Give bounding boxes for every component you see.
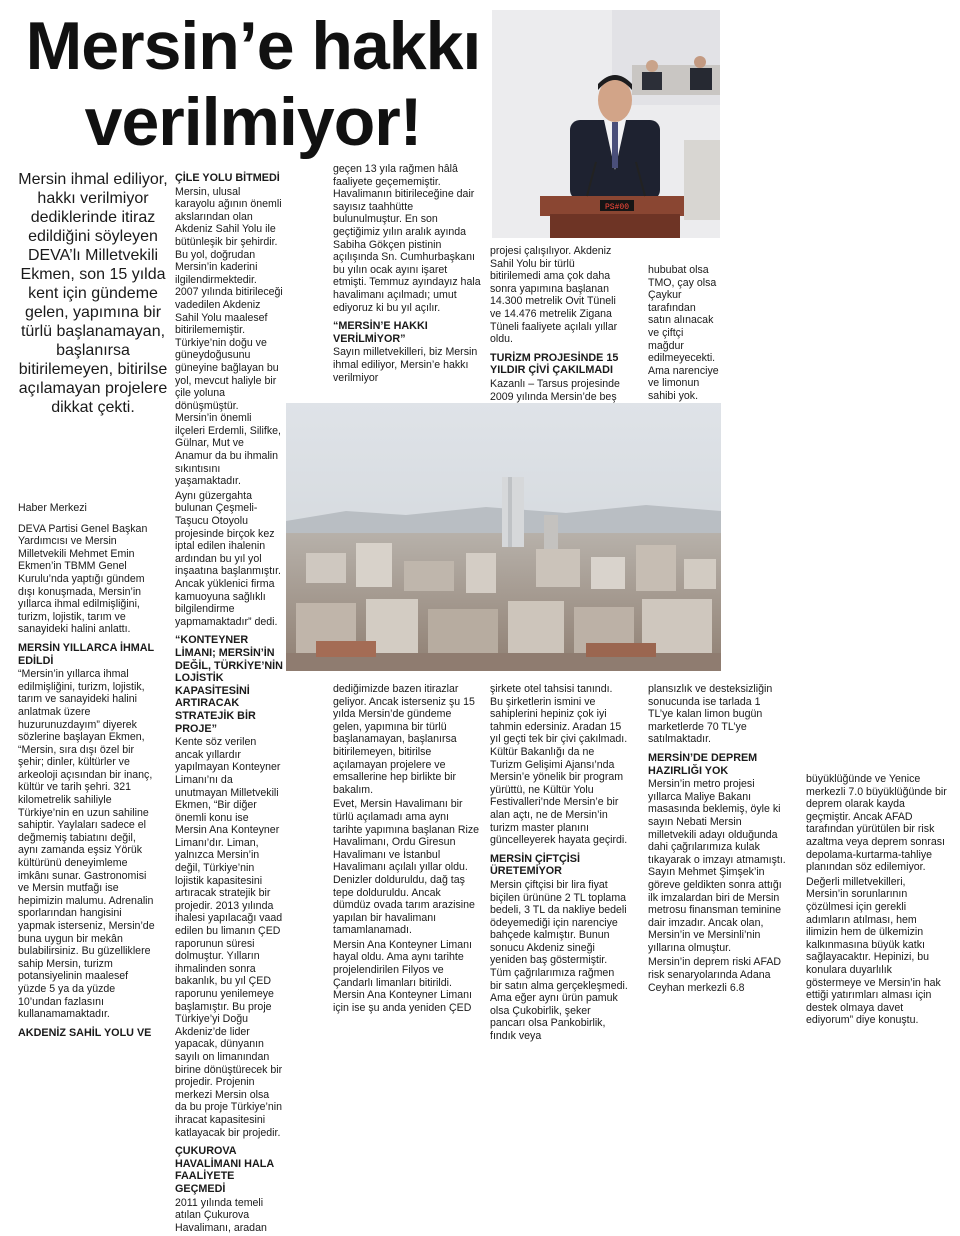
paragraph: Mersin Ana Konteyner Limanı hayal oldu. Ama aynı tarihte projelendirilen Filyos ve Çandarlı limanları bitirildi. Mersin Ana Konteyner Limanı için ise şu anda yeniden ÇED <box>333 938 472 1014</box>
subhead-ciftci: MERSİN ÇİFTÇİSİ ÜRETEMİYOR <box>490 852 580 878</box>
paragraph: dediğimizde bazen itirazlar geliyor. Ancak isterseniz şu 15 yılda Mersin’de gündeme gelen, yapımına bir türlü başlanamayan, başlanırsa bitirilemeyen, bitirilse açılamayan projelere ve emsallerine hep birlikte bir bakalım. <box>333 683 475 796</box>
city-photo-illustration <box>286 403 721 671</box>
speaker-photo-illustration <box>492 10 720 238</box>
paragraph: “Mersin’in yıllarca ihmal edilmişliğini, turizm, lojistik, tarım ve sanayideki halini anlatmak üzere huzurunuzdayım” diyerek sözlerine başlayan Ekmen, “Mersin, sıra dışı özel bir şehir; dinler, kültürler ve arkeoloji açısından bir inanç, kültür ve tarih şehri. 321 kilometrelik sahiliyle Türkiye’nin en uzun sahiline sahiptir. Yaylaları sadece el değmemiş tabiatını değil, aynı zamanda eşsiz Yörük kültürünü deneyimleme imkânı sunar. Gastronomisi ve Mersin mutfağı ise hepimizin malumu. Adrenalin sporlarından hangisini yapmak isterseniz, Mersin’de buna uygun bir mekân bulabilirsiniz. Bu güzelliklere sahip Mersin, turizm potansiyelinin maalesef yüzde 5 ya da yüzde 10’undan fazlasını kullanamamaktadır. <box>18 668 155 1021</box>
paragraph: 2011 yılında temeli atılan Çukurova Havalimanı, aradan <box>175 1196 267 1234</box>
paragraph: Evet, Mersin Havalimanı bir türlü açılamadı ama aynı tarihte yapımına başlanan Rize Havalimanı, Ordu Giresun Havalimanı ve İstanbul Havalimanı açılalı yıllar oldu. Denizler dolduruldu, dağ taş tepe dolduruldu. Ancak dümdüz ovada tarım arazisine yapılan bir havalimanı tamamlanamadı. <box>333 798 480 937</box>
subhead-cukurova: ÇUKUROVA HAVALİMANI HALA FAALİYETE GEÇMEDİ <box>175 1145 274 1195</box>
paragraph: şirkete otel tahsisi tanındı. Bu şirketlerin ismini ve sahiplerini hepiniz çok iyi tahmin edersiniz. Aradan 15 yıl geçti tek bir çivi çakılmadı. Kültür Bakanlığı da ne Turizm Gelişimi Ajansı’nda Mersin’e yönelik bir program yürüttü, ne Kültür Yolu Festivalleri’nde Mersin’e bir alan açtı, ne de Mersin’in turizm master planını güncelleyerek hayata geçirdi. <box>490 683 628 847</box>
subhead-turizm: TURİZM PROJESİNDE 15 YILDIR ÇİVİ ÇAKILMADI <box>490 351 619 377</box>
subhead-konteyner: “KONTEYNER LİMANI; MERSİN’İN DEĞİL, TÜRKİYE’NİN LOJİSTİK KAPASİTESİNİ ARTIRACAK STRATEJİK BİR PROJE” <box>175 634 283 735</box>
column-4-bottom <box>490 683 628 1045</box>
column-1 <box>18 502 156 1040</box>
headline-line-2: verilmiyor! <box>84 84 422 160</box>
paragraph: Kente söz verilen ancak yıllardır yapılmayan Konteyner Limanı’nı da unutmayan Milletvekili Ekmen, “Bir diğer önemli konu ise Mersin Ana Konteyner Limanı’dır. Liman, yalnızca Mersin’in değil, Türkiye’nin lojistik kapasitesini artıracak stratejik bir projedir. 2013 yılında ihalesi yapılacağı vaad edilen bu limanın ÇED raporunun süresi dolmuştur. Yılların ihmalinden sonra bakanlık, bu yıl ÇED raporunu yenilemeye başlamıştır. Bu proje Türkiye’yi Doğu Akdeniz’de lider yapacak, dünyanın sayılı on limanından birine dönüştürecek bir projedir. Projenin merkezi Mersin olsa da bu proje Türkiye’nin ihracat kapasitesini katlayacak bir projedir. <box>175 736 283 1139</box>
column-5-bottom <box>648 683 788 996</box>
headline <box>18 8 488 160</box>
column-3-top <box>333 163 481 386</box>
paragraph: Aynı güzergahta bulunan Çeşmeli-Taşucu Otoyolu projesinde birçok kez iptal edilen ihalenin ardından bu yıl yol inşaatına başlanmıştır. Ancak yüklenici firma kamuoyuna sağlıklı bilgilendirme yapmamaktadır” dedi. <box>175 489 281 628</box>
paragraph: büyüklüğünde ve Yenice merkezli 7.0 büyüklüğünde bir deprem olarak kayda geçmiştir. Ancak AFAD tarafından yürütülen bir risk azaltma veya deprem sonrası depolama-kurtarma-tahliye planından söz edilemiyor. <box>806 773 947 874</box>
paragraph: hububat olsa TMO, çay olsa Çaykur tarafından satın alınacak ve çiftçi mağdur edilmeyecekti. Ama narenciye ve limonun sahibi yok. <box>648 264 719 402</box>
paragraph: plansızlık ve desteksizliğin sonucunda ise tarlada 1 TL’ye kalan limon bugün marketlerde 70 TL’ye satılmaktadır. <box>648 683 773 746</box>
headline-line-1: Mersin’e hakkı <box>25 8 481 84</box>
paragraph: Mersin çiftçisi bir lira fiyat biçilen ürününe 2 TL toplama bedeli, 3 TL da nakliye bedeli ödeyemediği için narenciye bahçede kalmıştır. Bunun sonucu Akdeniz sineği yeniden baş göstermiştir. Tüm çağrılarımıza rağmen bir satın alma gerçekleşmedi. Ama eğer aynı ürün pamuk olsa Çukobirlik, şeker pancarı olsa Pankobirlik, fındık veya <box>490 878 628 1043</box>
column-3-bottom <box>333 683 481 1016</box>
subhead-sahil-yolu: AKDENİZ SAHİL YOLU VE <box>18 1026 152 1039</box>
intro-paragraph: DEVA Partisi Genel Başkan Yardımcısı ve Mersin Milletvekili Mehmet Emin Ekmen’in TBMM Genel Kurulu’nda yaptığı gündem dışı konuşmada, Mersin’in yıllarca ihmal edilmişliğini, turizm, lojistik, tarım ve sanayideki halini anlattı. <box>18 522 148 636</box>
city-photo <box>286 403 721 671</box>
column-6 <box>806 773 950 1029</box>
subhead-ihmal: MERSİN YILLARCA İHMAL EDİLDİ <box>18 641 154 667</box>
paragraph: Mersin’in metro projesi yıllarca Maliye Bakanı masasında beklemiş, öyle ki sayın Nebati Mersin milletvekili adayı olduğunda dahi çağrılarımıza kulak tıkayarak o imzayı atmamıştı. Sayın Mehmet Şimşek’in göreve geldikten sonra attığı ilk imzalardan biri de Mersin metrosu finansman teminine dair imzadır. Ancak olan, Mersin’in ve Mersinli’nin yıllarına olmuştur. <box>648 778 786 954</box>
paragraph: geçen 13 yıla rağmen hâlâ faaliyete geçememiştir. Havalimanın bitirileceğine dair sayısız taahhütte bulunulmuştur. En son geçtiğimiz yılın aralık ayında Sabiha Gökçen pistinin açılışında Sn. Cumhurbaşkanı bu yılın ocak ayını işaret etmişti. Temmuz ayındayız hala havalimanı açılmadı; umut ediyoruz ki bu yıl açılır. <box>333 163 481 314</box>
paragraph: Değerli milletvekilleri, Mersin’in sorunlarının çözülmesi için gerekli adımların atılması, hem ilimizin hem de ülkemizin kalkınmasına büyük katkı sağlayacaktır. Hepinizi, bu konulara duyarlılık göstermeye ve Mersin’in hak ettiği yatırımları alması için destek olmaya davet ediyorum” diye konuştu. <box>806 875 941 1027</box>
column-4-top <box>490 245 628 405</box>
subhead-deprem: MERSİN’DE DEPREM HAZIRLIĞI YOK <box>648 751 758 777</box>
speaker-photo <box>492 10 720 238</box>
podium-counter: PS#00 <box>604 203 630 212</box>
subhead-hakki-verilmiyor: “MERSİN’E HAKKI VERİLMİYOR” <box>333 320 428 345</box>
paragraph: Kazanlı – Tarsus projesinde 2009 yılında Mersin’de beş <box>490 377 620 403</box>
paragraph: Mersin, ulusal karayolu ağının önemli akslarından olan Akdeniz Sahil Yolu ile bütünleşik bir şehirdir. Bu yol, doğrudan Mersin’in kaderini ilgilendirmektedir. 2007 yılında bitirileceği vadedilen Akdeniz Sahil Yolu maalesef bitirilememiştir. Türkiye’nin doğu ve güneydoğusunu güneyine bağlayan bu yol, mevcut haliyle bir çile yoluna dönüşmüştür. Mersin’in önemli ilçeleri Erdemli, Silifke, Gülnar, Mut ve Anamur da bu ihmalin sıkıntısını yaşamaktadır. <box>175 185 283 488</box>
lead-paragraph: Mersin ihmal ediliyor, hakkı verilmiyor dediklerinde itiraz edildiğini söyleyen DEVA’lı Milletvekili Ekmen, son 15 yılda kent için gündeme gelen, yapımına bir türlü başlanamayan, başlanırsa bitirilemeyen, bitirilse açılamayan projelere dikkat çekti. <box>18 171 168 416</box>
subhead-cile-yolu: ÇİLE YOLU BİTMEDİ <box>175 172 280 184</box>
paragraph: projesi çalışılıyor. Akdeniz Sahil Yolu bir türlü bitirilemedi ama çok daha sonra yapımına başlanan 14.300 metrelik Ovit Tüneli ve 14.476 metrelik Zigana Tüneli faaliyete açılalı yıllar oldu. <box>490 245 618 346</box>
paragraph: Sayın milletvekilleri, biz Mersin ihmal ediliyor, Mersin’e hakkı verilmiyor <box>333 346 478 384</box>
column-2 <box>175 172 283 1236</box>
byline: Haber Merkezi <box>18 502 87 514</box>
paragraph: Mersin’in deprem riski AFAD risk senaryolarında Adana Ceyhan merkezli 6.8 <box>648 956 782 994</box>
